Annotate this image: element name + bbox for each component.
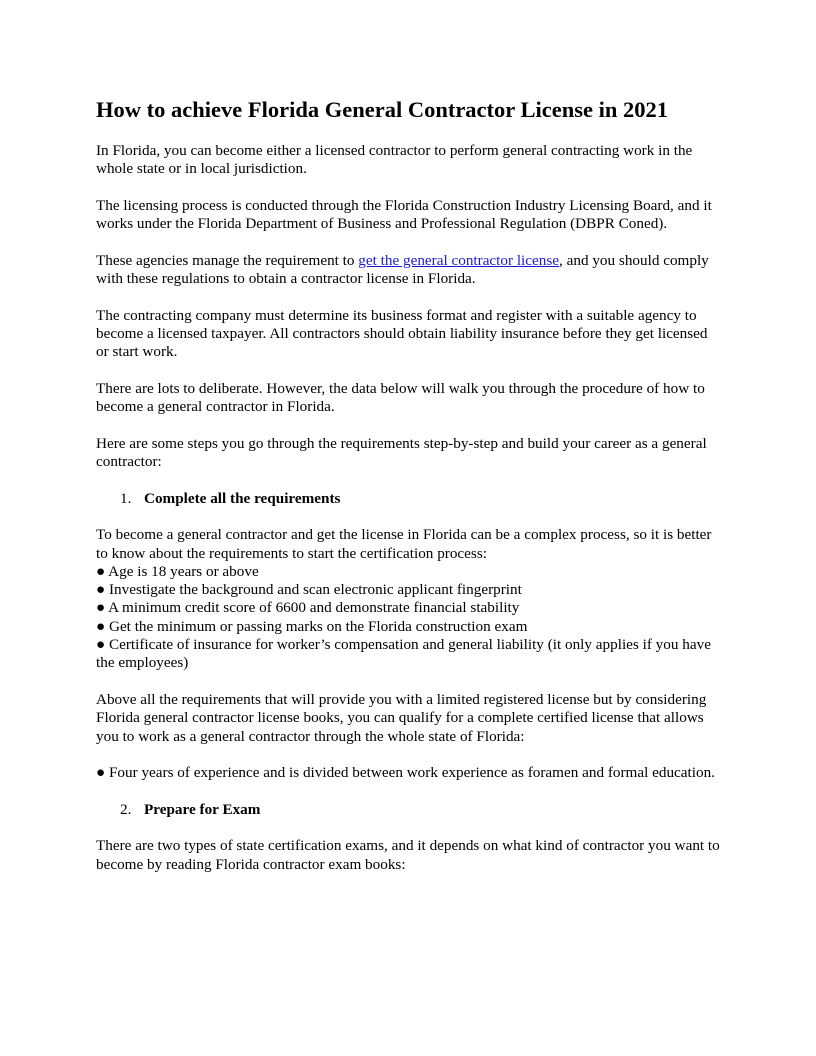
paragraph-steps-intro: Here are some steps you go through the requirements step-by-step and build your career as a general contractor: <box>96 434 707 471</box>
paragraph-business-format: The contracting company must determine its business format and register with a suitable agency to become a licensed taxpayer. All contractors should obtain liability insurance before they get licensed or start work. <box>96 306 708 361</box>
requirements-intro: To become a general contractor and get the license in Florida can be a complex process, so it is better to know about the requirements to start the certification process: <box>96 526 712 562</box>
paragraph-deliberate: There are lots to deliberate. However, the data below will walk you through the procedure of how to become a general contractor in Florida. <box>96 379 705 416</box>
paragraph-intro: In Florida, you can become either a licensed contractor to perform general contracting work in the whole state or in local jurisdiction. <box>96 142 693 178</box>
contractor-license-link[interactable]: get the general contractor license <box>358 251 560 269</box>
step-number: 1. <box>120 489 132 507</box>
step-number: 2. <box>120 800 132 818</box>
step-title: Prepare for Exam <box>144 800 261 818</box>
list-item: ● A minimum credit score of 6600 and demonstrate financial stability <box>96 599 520 617</box>
step-heading-1 <box>96 490 720 508</box>
paragraph-experience: ● Four years of experience and is divided between work experience as foramen and formal education. <box>96 764 715 782</box>
list-item: ● Age is 18 years or above <box>96 562 259 580</box>
paragraph-certified-license: Above all the requirements that will provide you with a limited registered license but by considering Florida general contractor license books, you can qualify for a complete certified license that allows you to work as a general contractor through the whole state of Florida: <box>96 690 707 745</box>
paragraph-agencies-before: These agencies manage the requirement to <box>96 251 359 269</box>
list-item: ● Investigate the background and scan electronic applicant fingerprint <box>96 581 522 599</box>
paragraph-licensing-process: The licensing process is conducted through the Florida Construction Industry Licensing Board, and it works under the Florida Department of Business and Professional Regulation (DBPR Coned). <box>96 196 712 233</box>
step-heading-2 <box>96 801 720 819</box>
list-item: ● Certificate of insurance for worker’s compensation and general liability (it only applies if you have the employees) <box>96 636 711 672</box>
page-title: How to achieve Florida General Contractor License in 2021 <box>96 97 668 122</box>
paragraph-exam-types: There are two types of state certification exams, and it depends on what kind of contractor you want to become by reading Florida contractor exam books: <box>96 837 720 873</box>
document-page <box>96 96 720 892</box>
step-title: Complete all the requirements <box>144 489 341 507</box>
paragraph-agencies <box>96 252 720 289</box>
paragraph-agencies-after: , and you should comply with these regulations to obtain a contractor license in Florida. <box>96 251 709 288</box>
requirements-block <box>96 526 720 672</box>
list-item: ● Get the minimum or passing marks on the Florida construction exam <box>96 617 528 635</box>
